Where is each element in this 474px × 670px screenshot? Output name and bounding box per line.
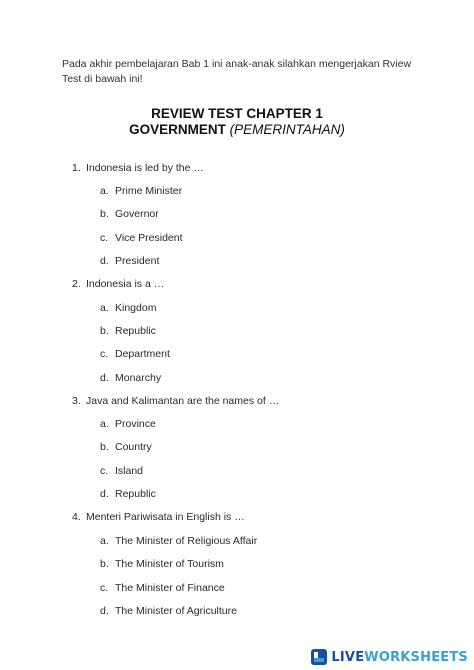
option-text: Kingdom xyxy=(115,302,157,314)
option-letter: d. xyxy=(100,488,109,500)
option-letter: a. xyxy=(100,185,109,197)
option-text: Prime Minister xyxy=(115,185,183,197)
question-3 xyxy=(0,395,474,409)
option-letter: c. xyxy=(100,465,109,477)
option-text: Vice President xyxy=(115,232,183,244)
option-text: Republic xyxy=(115,488,156,500)
question-2-option-a[interactable] xyxy=(0,302,474,316)
intro-text: Pada akhir pembelajaran Bab 1 ini anak-anak silahkan mengerjakan Rview Test di bawah ini! xyxy=(62,58,412,85)
option-text: Department xyxy=(115,348,170,360)
subtitle-main: GOVERNMENT xyxy=(129,122,226,137)
option-text: The Minister of Tourism xyxy=(115,558,224,570)
option-letter: d. xyxy=(100,255,109,267)
question-1-option-a[interactable] xyxy=(0,185,474,199)
question-number: 4. xyxy=(72,511,81,523)
page-title: REVIEW TEST CHAPTER 1 xyxy=(151,106,323,121)
question-3-option-b[interactable] xyxy=(0,441,474,455)
question-1-option-c[interactable] xyxy=(0,232,474,246)
question-1 xyxy=(0,162,474,176)
option-letter: c. xyxy=(100,582,109,594)
option-letter: a. xyxy=(100,535,109,547)
option-text: The Minister of Agriculture xyxy=(115,605,237,617)
option-letter: d. xyxy=(100,605,109,617)
question-3-option-c[interactable] xyxy=(0,465,474,479)
option-text: Governor xyxy=(115,208,159,220)
option-letter: b. xyxy=(100,441,109,453)
question-text: Menteri Pariwisata in English is … xyxy=(86,511,245,523)
liveworksheets-logo-icon xyxy=(311,649,327,665)
option-letter: d. xyxy=(100,372,109,384)
subtitle-translation: (PEMERINTAHAN) xyxy=(229,122,345,137)
question-3-option-d[interactable] xyxy=(0,488,474,502)
option-text: Country xyxy=(115,441,152,453)
question-4-option-c[interactable] xyxy=(0,582,474,596)
option-letter: b. xyxy=(100,208,109,220)
question-text: Indonesia is a … xyxy=(86,278,165,290)
option-text: Monarchy xyxy=(115,372,162,384)
option-letter: c. xyxy=(100,232,109,244)
option-letter: b. xyxy=(100,558,109,570)
question-number: 3. xyxy=(72,395,81,407)
option-letter: a. xyxy=(100,302,109,314)
question-1-option-b[interactable] xyxy=(0,208,474,222)
question-1-option-d[interactable] xyxy=(0,255,474,269)
liveworksheets-logo[interactable] xyxy=(311,649,468,665)
liveworksheets-wordmark xyxy=(331,650,468,665)
question-4 xyxy=(0,511,474,525)
question-number: 2. xyxy=(72,278,81,290)
logo-live: LIVE xyxy=(331,649,365,665)
question-4-option-d[interactable] xyxy=(0,605,474,619)
option-letter: a. xyxy=(100,418,109,430)
question-2-option-b[interactable] xyxy=(0,325,474,339)
question-2-option-c[interactable] xyxy=(0,348,474,362)
option-text: President xyxy=(115,255,160,267)
question-4-option-b[interactable] xyxy=(0,558,474,572)
question-number: 1. xyxy=(72,162,81,174)
question-2-option-d[interactable] xyxy=(0,372,474,386)
option-text: The Minister of Finance xyxy=(115,582,225,594)
logo-worksheets: WORKSHEETS xyxy=(364,649,468,665)
question-text: Indonesia is led by the … xyxy=(86,162,204,174)
question-text: Java and Kalimantan are the names of … xyxy=(86,395,280,407)
option-letter: b. xyxy=(100,325,109,337)
question-2 xyxy=(0,278,474,292)
option-text: Island xyxy=(115,465,144,477)
option-text: The Minister of Religious Affair xyxy=(115,535,258,547)
question-4-option-a[interactable] xyxy=(0,535,474,549)
question-3-option-a[interactable] xyxy=(0,418,474,432)
page-subtitle xyxy=(0,122,474,137)
option-text: Province xyxy=(115,418,156,430)
option-letter: c. xyxy=(100,348,109,360)
option-text: Republic xyxy=(115,325,156,337)
